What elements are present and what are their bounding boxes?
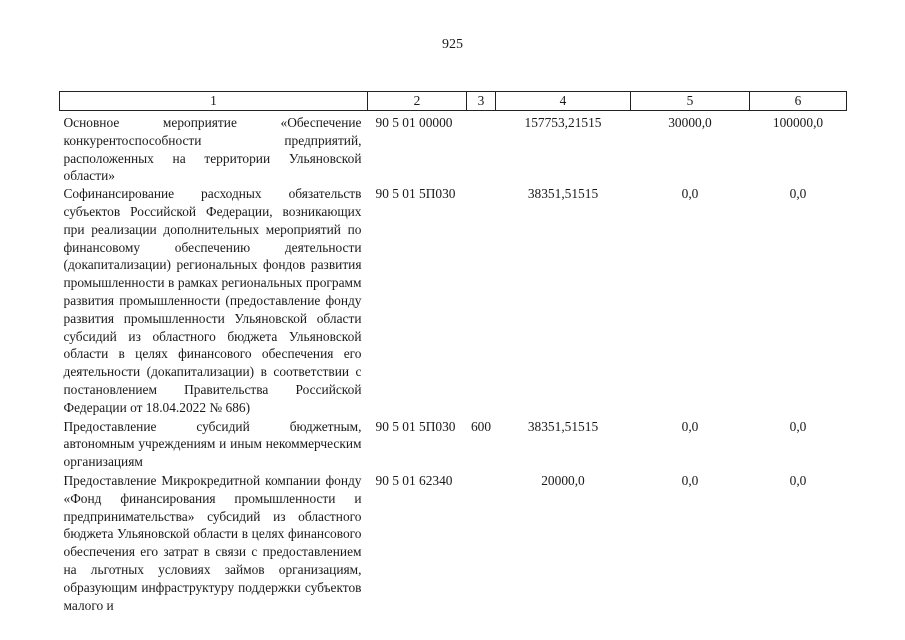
row-name: Предоставление Микрокредитной компании фонду «Фонд финансирования промышленности и предпринимательства» субсидий из областного бюджета Ульяновской области в целях финансового обеспечения его затрат в связи с предоставлением на льготных условиях займов организациям, образующим инфраструктуру поддержки субъектов малого и — [63, 472, 362, 613]
row-value-6: 0,0 — [789, 186, 807, 202]
row-code: 90 5 01 5П030 — [375, 186, 456, 202]
row-vr — [467, 471, 496, 614]
row-value-6: 0,0 — [789, 418, 807, 434]
row-name: Основное мероприятие «Обеспечение конкурентоспособности предприятий, расположенных на территории Ульяновской области» — [63, 115, 362, 184]
table-row — [60, 185, 847, 416]
row-value-5: 0,0 — [681, 186, 699, 202]
row-value-5: 0,0 — [681, 472, 699, 488]
row-value-5: 0,0 — [681, 418, 699, 434]
row-vr — [467, 185, 496, 416]
row-value-4: 38351,51515 — [527, 186, 599, 202]
header-row — [60, 92, 847, 111]
column-header: 2 — [368, 92, 467, 111]
row-vr — [467, 111, 496, 186]
row-code: 90 5 01 00000 — [375, 115, 453, 130]
column-header: 5 — [631, 92, 750, 111]
column-header: 1 — [60, 92, 368, 111]
row-name: Софинансирование расходных обязательств субъектов Российской Федерации, возникающих при реализации дополнительных мероприятий по финансовому обеспечению деятельности (докапитализации) региональных фондов развития промышленности в рамках региональных программ развития промышленности (предоставление фонду развития промышленности Ульяновской области субсидий из областного бюджета Ульяновской области в целях финансового обеспечения его деятельности (докапитализации) в соответствии с постановлением Правительства Российской Федерации от 18.04.2022 № 686) — [63, 186, 362, 415]
column-header: 4 — [496, 92, 631, 111]
row-name: Предоставление субсидий бюджетным, автономным учреждениям и иным некоммерческим организациям — [63, 418, 362, 470]
page-number: 925 — [442, 37, 463, 52]
row-code: 90 5 01 5П030 — [375, 418, 456, 434]
table-row — [60, 471, 847, 614]
row-value-6: 100000,0 — [772, 115, 824, 130]
row-code: 90 5 01 62340 — [375, 472, 453, 488]
row-value-4: 38351,51515 — [527, 418, 599, 434]
budget-table — [59, 91, 847, 614]
row-value-4: 157753,21515 — [524, 115, 602, 130]
row-value-5: 30000,0 — [668, 115, 712, 130]
row-value-4: 20000,0 — [541, 472, 585, 488]
table-row — [60, 417, 847, 471]
row-vr: 600 — [470, 418, 492, 434]
table-row — [60, 111, 847, 186]
row-value-6: 0,0 — [789, 472, 807, 488]
column-header: 3 — [467, 92, 496, 111]
column-header: 6 — [750, 92, 847, 111]
